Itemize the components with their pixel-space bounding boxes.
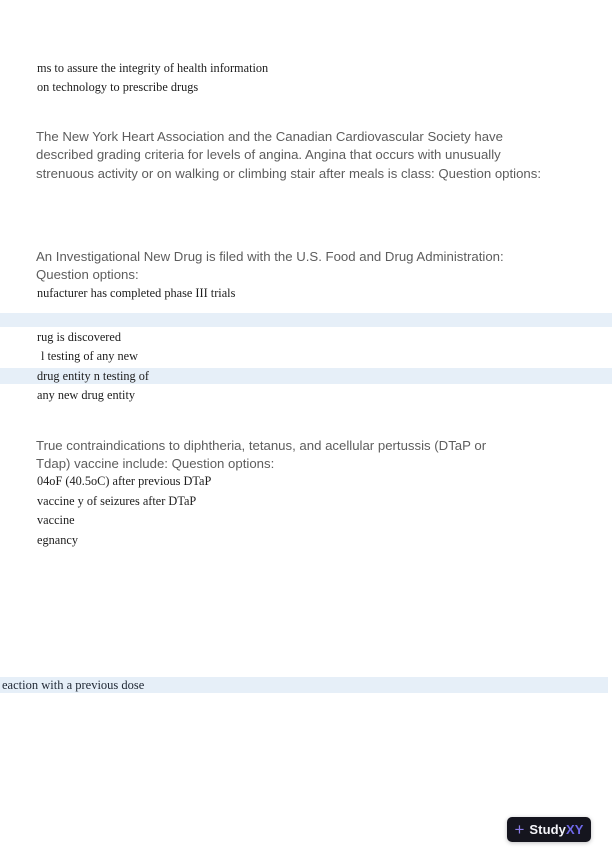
answer-option-highlighted: drug entity n testing of bbox=[37, 369, 150, 383]
answer-option: l testing of any new bbox=[41, 349, 138, 363]
studyxy-logo-badge[interactable] bbox=[507, 817, 591, 842]
highlight-band-bottom bbox=[0, 677, 608, 693]
question-line: The New York Heart Association and the Canadian Cardiovascular Society have bbox=[36, 129, 503, 144]
question-line: Tdap) vaccine include: Question options: bbox=[36, 456, 275, 472]
brand-name bbox=[529, 823, 583, 836]
text-fragment-highlighted: eaction with a previous dose bbox=[2, 678, 145, 692]
answer-option: rug is discovered bbox=[37, 330, 122, 344]
question-line: Question options: bbox=[36, 267, 139, 283]
text-fragment-line: ms to assure the integrity of health information bbox=[37, 61, 269, 75]
brand-name-accent: XY bbox=[566, 822, 584, 837]
answer-option: any new drug entity bbox=[37, 388, 136, 402]
answer-option: 04oF (40.5oC) after previous DTaP bbox=[37, 474, 212, 488]
question-line: strenuous activity or on walking or climbing stair after meals is class: Question options: bbox=[36, 165, 542, 181]
question-line: An Investigational New Drug is filed with the U.S. Food and Drug Administration: bbox=[36, 249, 504, 264]
answer-option: vaccine y of seizures after DTaP bbox=[37, 494, 197, 508]
text-fragment-line: on technology to prescribe drugs bbox=[37, 80, 199, 94]
answer-option: egnancy bbox=[37, 533, 78, 547]
answer-option: nufacturer has completed phase III trials bbox=[37, 286, 236, 300]
brand-name-primary: Study bbox=[529, 822, 566, 837]
plus-icon: + bbox=[514, 819, 525, 839]
question-text-dtap bbox=[36, 437, 486, 474]
highlight-band-option bbox=[0, 368, 612, 384]
answer-option: vaccine bbox=[37, 513, 75, 527]
highlight-band-empty bbox=[0, 313, 612, 327]
question-text-ind bbox=[36, 248, 504, 285]
question-line: True contraindications to diphtheria, tetanus, and acellular pertussis (DTaP or bbox=[36, 438, 487, 453]
question-text-angina bbox=[36, 128, 541, 183]
question-line: described grading criteria for levels of angina. Angina that occurs with unusually bbox=[36, 147, 501, 163]
